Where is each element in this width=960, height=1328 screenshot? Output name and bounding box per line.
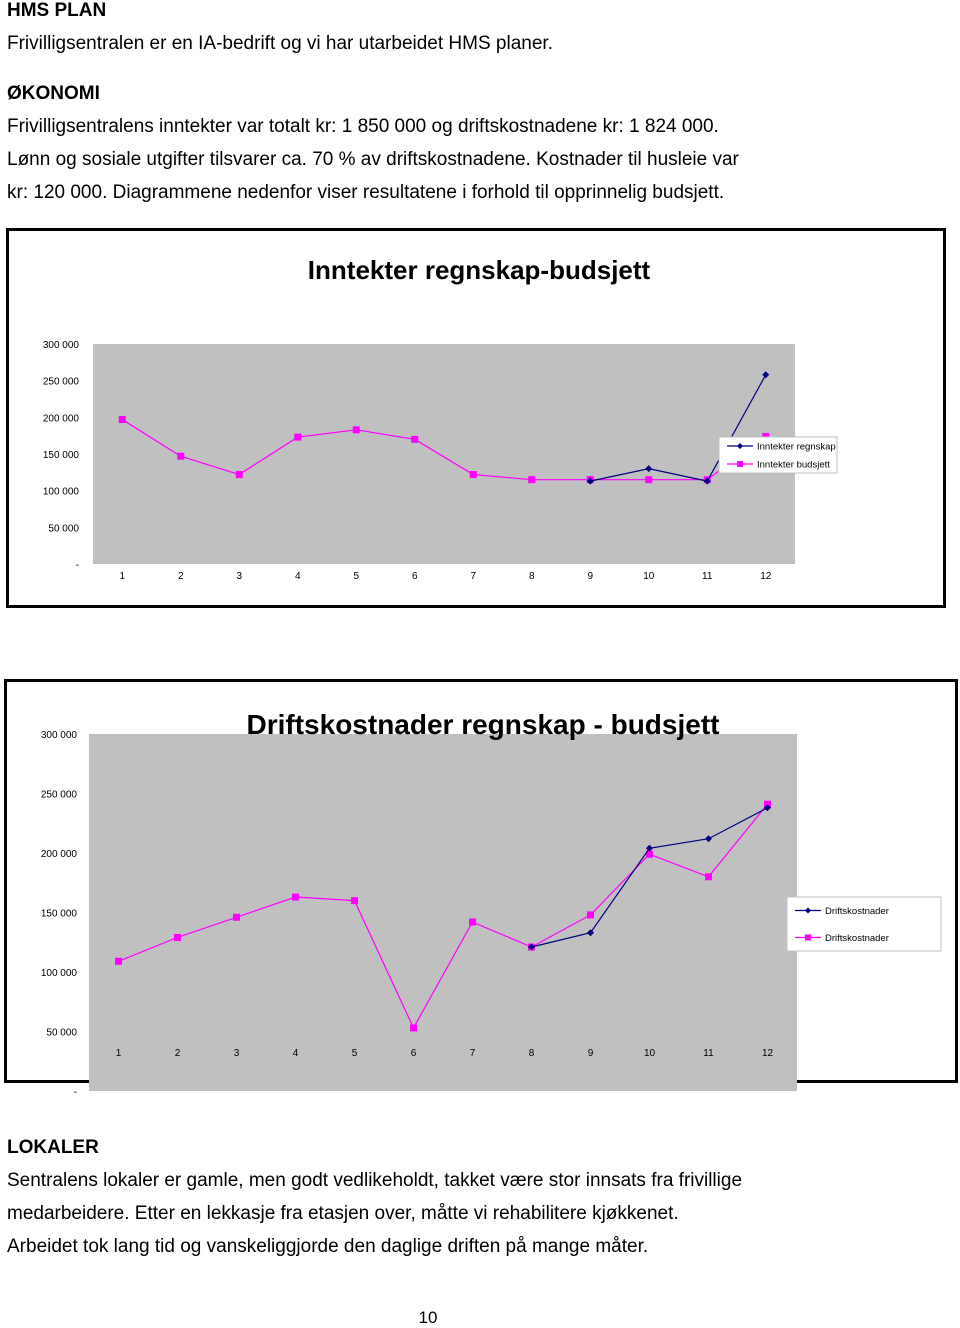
okonomi-heading: ØKONOMI <box>7 83 100 104</box>
lokaler-line-2: medarbeidere. Etter en lekkasje fra etasjen over, måtte vi rehabilitere kjøkkenet. <box>7 1203 679 1224</box>
lokaler-line-3: Arbeidet tok lang tid og vanskeliggjorde den daglige driften på mange måter. <box>7 1236 649 1257</box>
data-point <box>645 476 652 483</box>
x-tick-label: 6 <box>410 1048 417 1059</box>
data-point <box>705 873 712 880</box>
y-tick-label: 250 000 <box>40 789 77 801</box>
x-tick-label: 9 <box>587 571 594 582</box>
data-point <box>236 471 243 478</box>
legend-marker <box>737 461 743 467</box>
data-point <box>119 416 126 423</box>
data-point <box>294 434 301 441</box>
hms-heading: HMS PLAN <box>7 0 107 21</box>
y-tick-label: - <box>75 560 79 571</box>
data-point <box>353 426 360 433</box>
legend-label: Driftskostnader <box>825 906 889 917</box>
chart-title: Inntekter regnskap-budsjett <box>307 255 651 285</box>
lokaler-heading: LOKALER <box>7 1137 99 1158</box>
data-point <box>115 958 122 965</box>
y-tick-label: 150 000 <box>40 908 77 920</box>
x-tick-label: 10 <box>643 1048 656 1059</box>
legend-marker <box>805 935 811 941</box>
data-point <box>174 934 181 941</box>
y-tick-label: 200 000 <box>40 849 77 860</box>
legend-label: Inntekter regnskap <box>757 441 836 453</box>
x-tick-label: 7 <box>469 1048 476 1059</box>
operating-costs-chart <box>4 679 958 1098</box>
plot-area <box>89 734 797 1091</box>
y-tick-label: 100 000 <box>42 486 79 498</box>
okonomi-line-2: Lønn og sosiale utgifter tilsvarer ca. 70 % av driftskostnadene. Kostnader til husleie var <box>7 149 739 170</box>
y-tick-label: 300 000 <box>42 340 79 351</box>
y-tick-label: 100 000 <box>40 968 77 979</box>
x-tick-label: 5 <box>353 571 360 582</box>
legend-label: Inntekter budsjett <box>757 459 830 471</box>
x-tick-label: 1 <box>119 571 126 582</box>
data-point <box>411 436 418 443</box>
hms-text: Frivilligsentralen er en IA-bedrift og vi har utarbeidet HMS planer. <box>7 33 553 54</box>
data-point <box>470 471 477 478</box>
data-point <box>528 476 535 483</box>
y-tick-label: 50 000 <box>46 1027 77 1039</box>
x-tick-label: 5 <box>351 1048 358 1059</box>
income-chart-svg <box>9 231 943 605</box>
x-tick-label: 4 <box>292 1048 299 1059</box>
data-point <box>469 919 476 926</box>
y-tick-label: 200 000 <box>42 413 79 425</box>
x-tick-label: 9 <box>587 1048 594 1059</box>
x-tick-label: 6 <box>411 571 418 582</box>
data-point <box>233 914 240 921</box>
data-point <box>292 894 299 901</box>
data-point <box>587 911 594 918</box>
x-tick-label: 11 <box>703 1048 714 1059</box>
y-tick-label: 50 000 <box>48 523 79 535</box>
x-tick-label: 3 <box>233 1048 240 1059</box>
data-point <box>351 897 358 904</box>
x-tick-label: 2 <box>174 1048 181 1059</box>
x-tick-label: 12 <box>760 571 772 582</box>
x-tick-label: 7 <box>470 571 477 582</box>
data-point <box>410 1024 417 1031</box>
x-tick-label: 1 <box>115 1048 122 1059</box>
lokaler-line-1: Sentralens lokaler er gamle, men godt vedlikeholdt, takket være stor innsats fra frivillige <box>7 1170 743 1191</box>
y-tick-label: 150 000 <box>42 450 79 461</box>
x-tick-label: 2 <box>177 571 184 582</box>
x-tick-label: 8 <box>528 571 535 582</box>
page-number: 10 <box>418 1308 438 1327</box>
x-tick-label: 10 <box>643 571 655 582</box>
y-tick-label: - <box>73 1087 77 1098</box>
income-chart <box>6 228 946 608</box>
x-tick-label: 11 <box>702 571 713 582</box>
operating-costs-chart-svg <box>7 682 955 1098</box>
okonomi-line-1: Frivilligsentralens inntekter var totalt kr: 1 850 000 og driftskostnadene kr: 1 824 000. <box>7 116 719 137</box>
okonomi-line-3: kr: 120 000. Diagrammene nedenfor viser resultatene i forhold til opprinnelig budsjett. <box>7 182 725 203</box>
x-tick-label: 3 <box>236 571 243 582</box>
x-tick-label: 4 <box>294 571 301 582</box>
data-point <box>177 453 184 460</box>
legend-label: Driftskostnader <box>825 933 889 944</box>
x-tick-label: 8 <box>528 1048 535 1059</box>
x-tick-label: 12 <box>761 1048 774 1059</box>
y-tick-label: 250 000 <box>42 376 79 388</box>
chart-title: Driftskostnader regnskap - budsjett <box>246 709 720 740</box>
y-tick-label: 300 000 <box>40 730 77 741</box>
plot-area <box>93 344 795 564</box>
